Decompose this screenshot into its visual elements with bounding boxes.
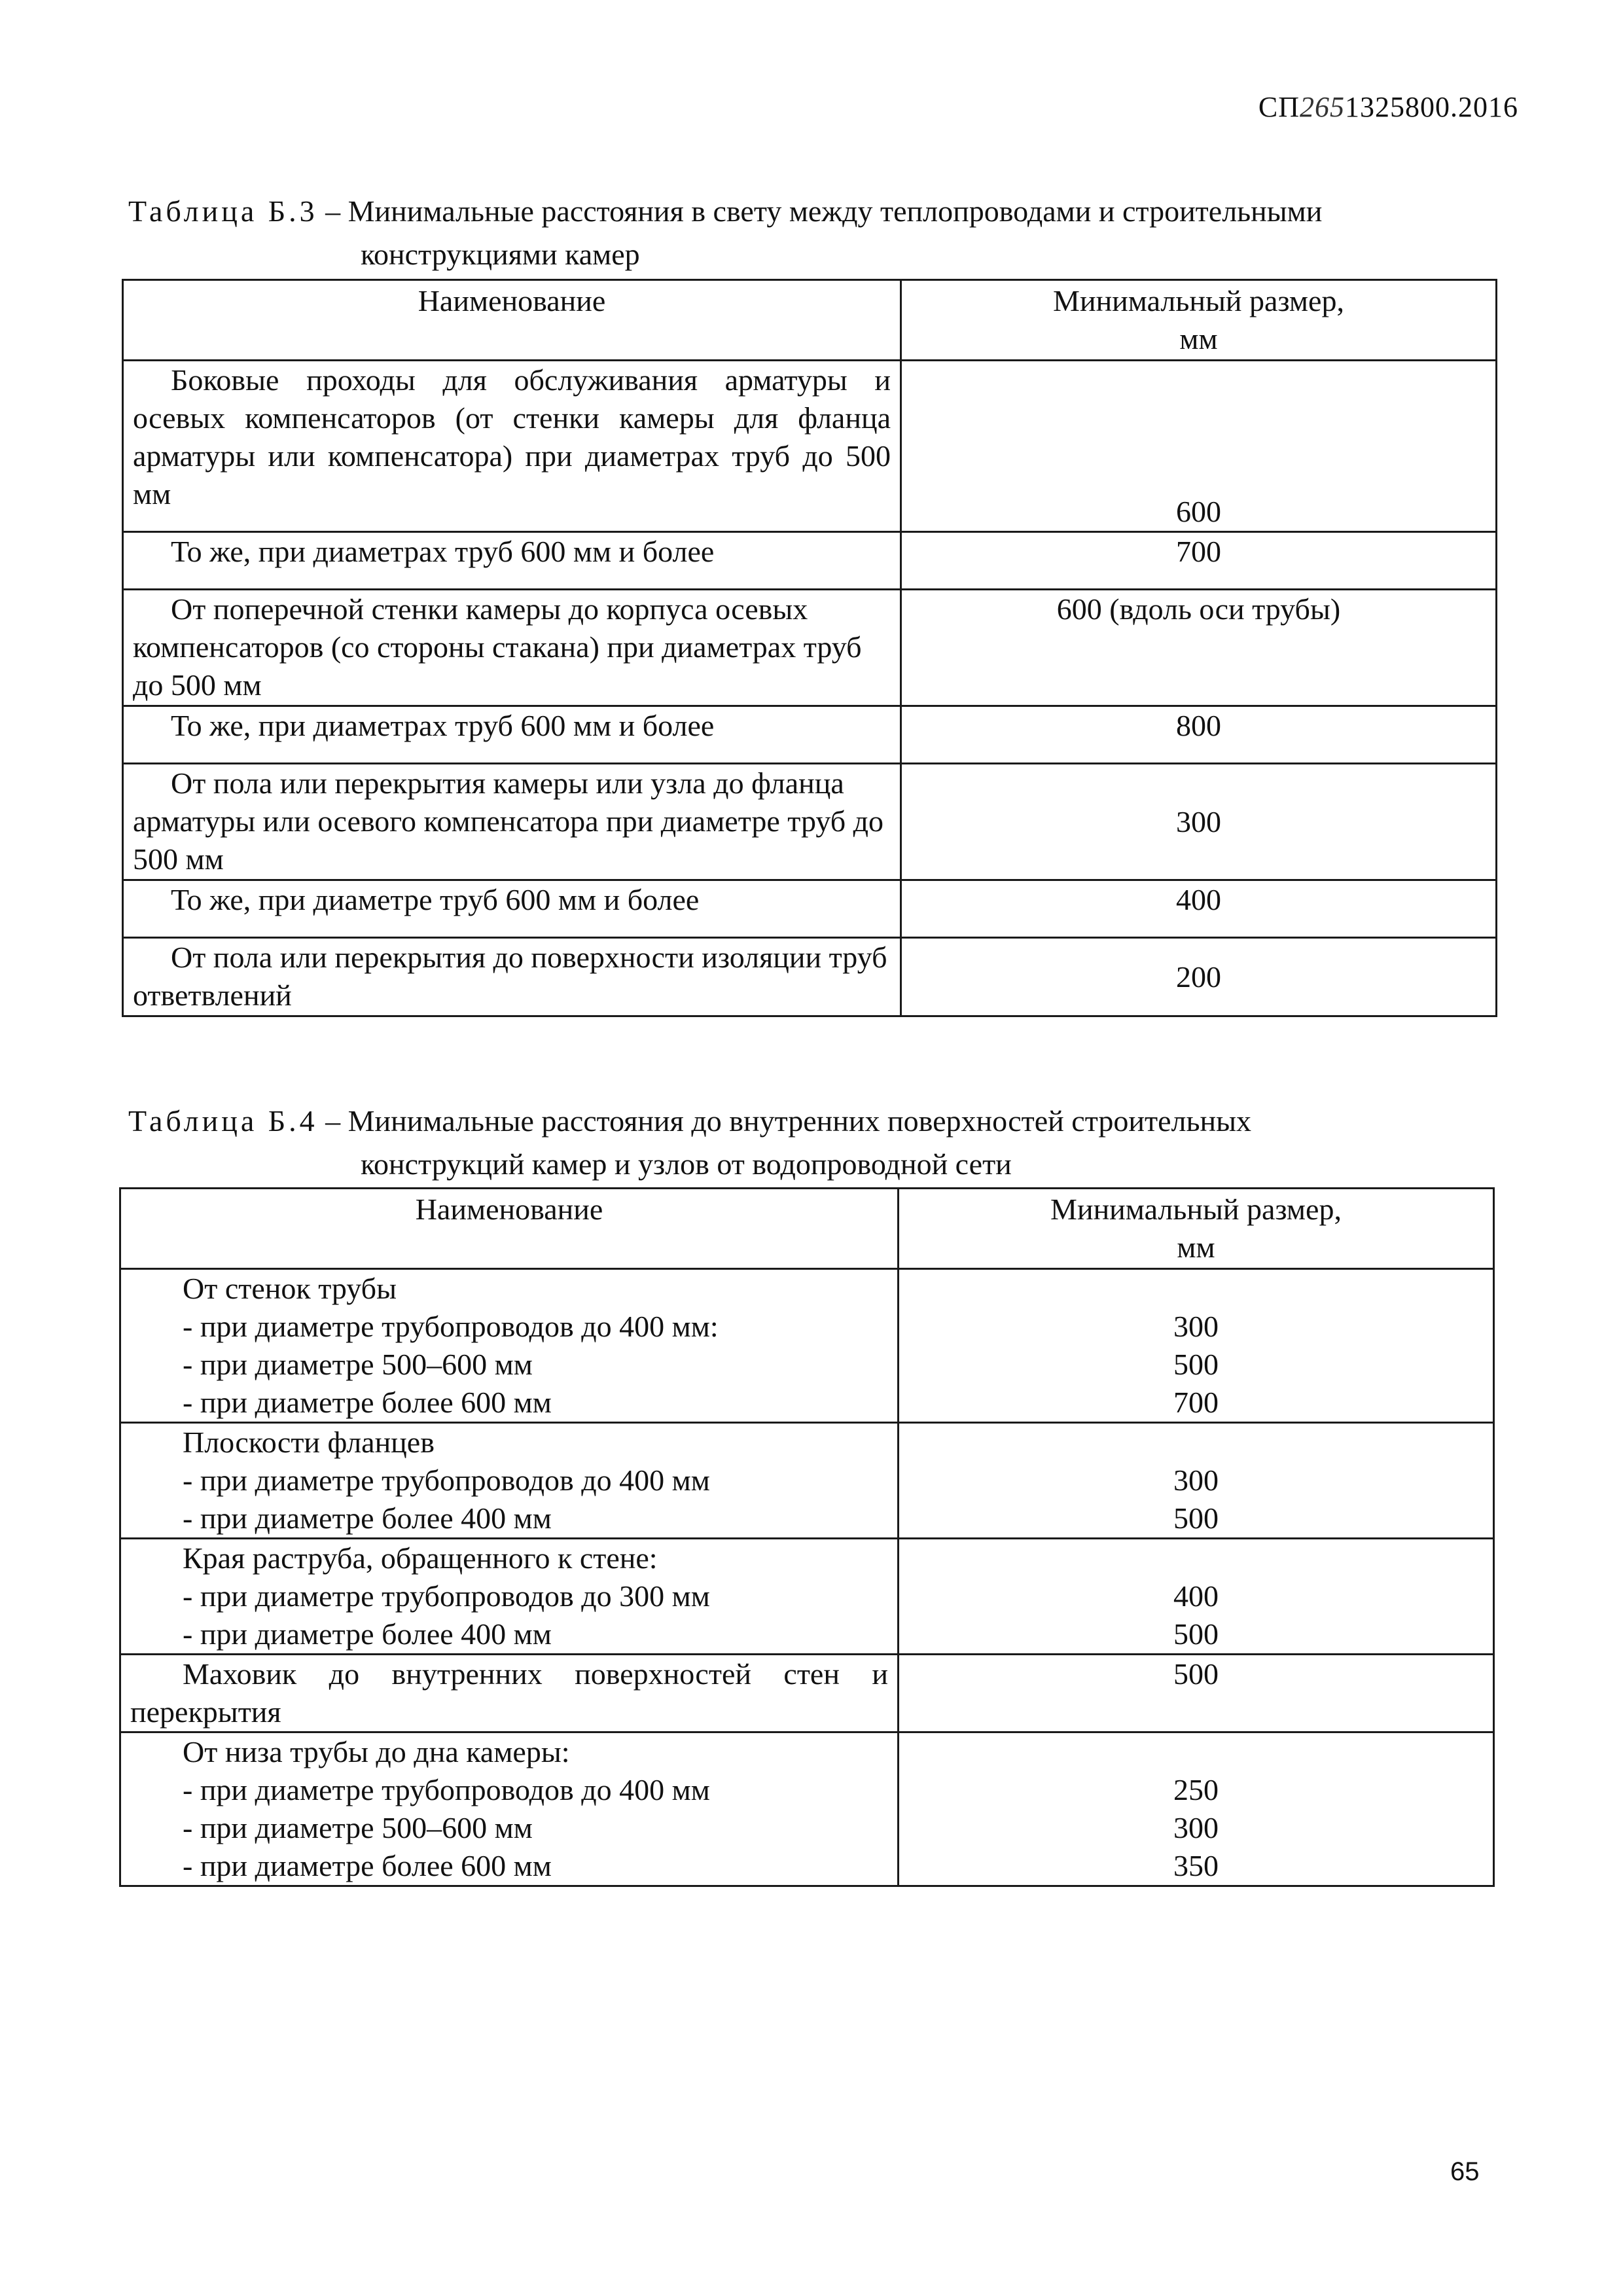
table-b3 [122, 279, 1497, 1017]
group-heading: Края раструба, обращенного к стене: [183, 1541, 658, 1575]
table-row [123, 361, 1497, 532]
row-value: 200 [901, 938, 1497, 1016]
row-values [899, 1732, 1494, 1886]
document-code-prefix: СП [1258, 91, 1300, 123]
group-item: - при диаметре более 600 мм [183, 1849, 552, 1882]
row-values [899, 1539, 1494, 1655]
item-value: 300 [1173, 1310, 1219, 1343]
row-name: От поперечной стенки камеры до корпуса осевых компенсаторов (со стороны стакана) при диаметрах труб до 500 мм [123, 590, 901, 706]
table-b4-caption [128, 1100, 1251, 1186]
column-header-size-unit: мм [1177, 1230, 1215, 1264]
item-value: 250 [1173, 1773, 1219, 1806]
row-value: 800 [901, 706, 1497, 764]
group-item: - при диаметре трубопроводов до 400 мм [183, 1773, 710, 1806]
row-value: 400 [901, 880, 1497, 938]
group-heading: Плоскости фланцев [183, 1426, 435, 1459]
item-value: 300 [1173, 1463, 1219, 1497]
table-b4 [119, 1187, 1495, 1887]
column-header-name: Наименование [120, 1189, 899, 1269]
group-item: - при диаметре более 400 мм [183, 1501, 552, 1535]
group-item: - при диаметре 500–600 мм [183, 1811, 533, 1844]
table-header-row [123, 280, 1497, 361]
table-row [123, 880, 1497, 938]
row-name: То же, при диаметрах труб 600 мм и более [123, 706, 901, 764]
row-value: 700 [901, 532, 1497, 590]
row-name-group [120, 1539, 899, 1655]
row-values [899, 1269, 1494, 1423]
table-b3-caption-label: Таблица Б.3 [128, 194, 318, 228]
row-name-group [120, 1269, 899, 1423]
table-row [120, 1732, 1494, 1886]
group-item: - при диаметре более 400 мм [183, 1617, 552, 1651]
table-row [123, 706, 1497, 764]
row-values [899, 1423, 1494, 1539]
table-row [123, 532, 1497, 590]
group-item: - при диаметре трубопроводов до 400 мм: [183, 1310, 719, 1343]
table-b3-caption [128, 190, 1322, 276]
row-name: То же, при диаметрах труб 600 мм и более [123, 532, 901, 590]
item-value: 400 [1173, 1579, 1219, 1613]
table-row [120, 1269, 1494, 1423]
item-value: 300 [1173, 1811, 1219, 1844]
table-b4-caption-continuation: конструкций камер и узлов от водопроводной сети [361, 1147, 1012, 1181]
table-b3-caption-text: – Минимальные расстояния в свету между теплопроводами и строительными [317, 194, 1323, 228]
table-row [123, 764, 1497, 880]
table-row [123, 590, 1497, 706]
item-value: 700 [1173, 1386, 1219, 1419]
item-value: 350 [1173, 1849, 1219, 1882]
column-header-size-label: Минимальный размер, [1050, 1193, 1342, 1226]
row-name: Маховик до внутренних поверхностей стен и перекрытия [120, 1655, 899, 1732]
column-header-size-label: Минимальный размер, [1053, 284, 1344, 317]
row-name: От пола или перекрытия до поверхности изоляции труб ответвлений [123, 938, 901, 1016]
row-value: 600 (вдоль оси трубы) [901, 590, 1497, 706]
group-item: - при диаметре 500–600 мм [183, 1348, 533, 1381]
document-code [1258, 90, 1518, 124]
row-value: 600 [901, 361, 1497, 532]
column-header-name: Наименование [123, 280, 901, 361]
table-header-row [120, 1189, 1494, 1269]
item-value: 500 [1173, 1348, 1219, 1381]
row-name: То же, при диаметре труб 600 мм и более [123, 880, 901, 938]
table-row [120, 1423, 1494, 1539]
table-row [123, 938, 1497, 1016]
group-heading: От стенок трубы [183, 1272, 397, 1305]
row-name-group [120, 1732, 899, 1886]
column-header-size [899, 1189, 1494, 1269]
table-b4-caption-text: – Минимальные расстояния до внутренних поверхностей строительных [317, 1104, 1251, 1138]
group-item: - при диаметре более 600 мм [183, 1386, 552, 1419]
row-value: 300 [901, 764, 1497, 880]
table-b3-caption-continuation: конструкциями камер [361, 238, 640, 271]
item-value: 500 [1173, 1617, 1219, 1651]
item-value: 500 [1173, 1501, 1219, 1535]
row-name: От пола или перекрытия камеры или узла до фланца арматуры или осевого компенсатора при диаметре труб до 500 мм [123, 764, 901, 880]
table-b4-caption-label: Таблица Б.4 [128, 1104, 318, 1138]
row-name: Боковые проходы для обслуживания арматуры и осевых компенсаторов (от стенки камеры для фланца арматуры или компенсатора) при диаметрах труб до 500 мм [123, 361, 901, 532]
page-number: 65 [1450, 2157, 1480, 2186]
group-heading: От низа трубы до дна камеры: [183, 1735, 570, 1768]
group-item: - при диаметре трубопроводов до 300 мм [183, 1579, 710, 1613]
row-name-group [120, 1423, 899, 1539]
document-code-handwritten: 265 [1300, 91, 1345, 123]
table-row [120, 1655, 1494, 1732]
column-header-size [901, 280, 1497, 361]
column-header-size-unit: мм [1179, 322, 1218, 355]
group-item: - при диаметре трубопроводов до 400 мм [183, 1463, 710, 1497]
document-code-suffix: 1325800.2016 [1345, 91, 1518, 123]
row-value: 500 [899, 1655, 1494, 1732]
table-row [120, 1539, 1494, 1655]
